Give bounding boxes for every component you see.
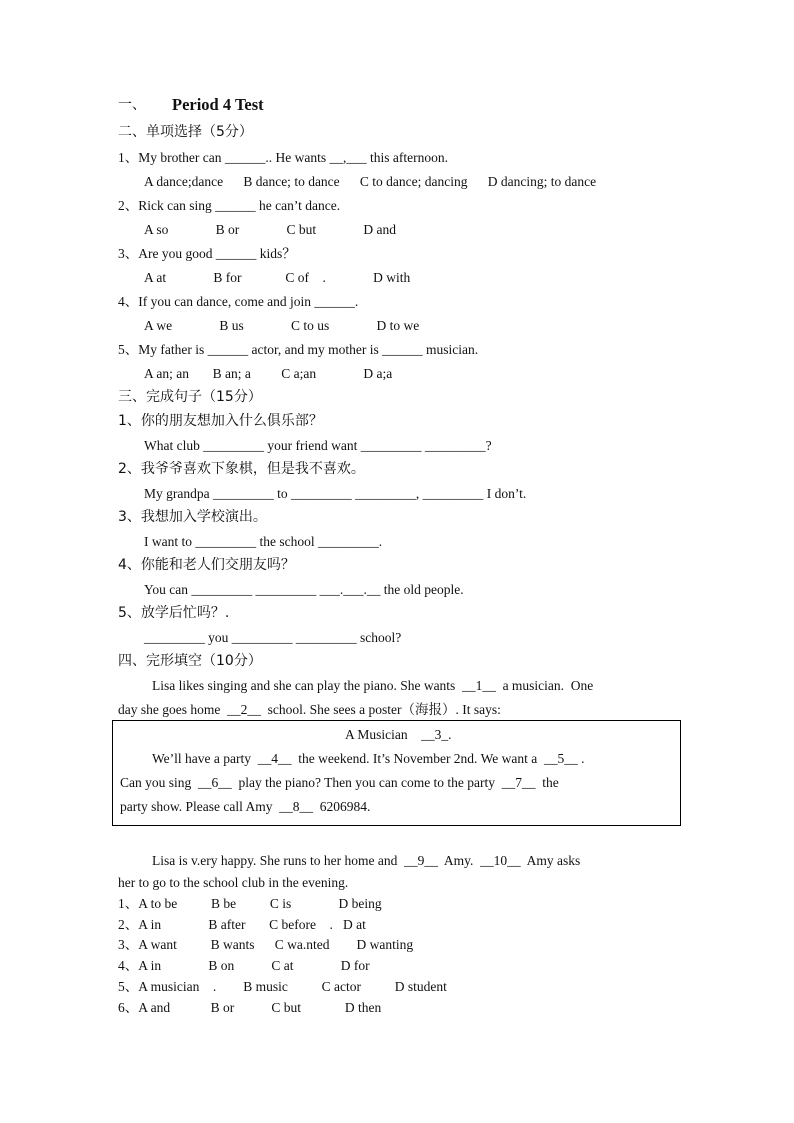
sentence-q1-chinese: 1、你的朋友想加入什么俱乐部？ xyxy=(118,413,323,429)
section-heading-sentences: 三、完成句子（15分） xyxy=(118,389,262,405)
poster-line-3: party show. Please call Amy __8__ 6206984. xyxy=(120,799,371,814)
title-number: 一、 xyxy=(118,97,146,113)
page-title: Period 4 Test xyxy=(172,95,264,114)
choice-q5: 5、My father is ______ actor, and my mother is ______ musician. xyxy=(118,342,479,357)
cloze-paragraph-line-3: Lisa is v.ery happy. She runs to her home and __9__ Amy. __10__ Amy asks xyxy=(152,853,581,868)
poster-title: A Musician __3_. xyxy=(345,727,452,742)
choice-q4: 4、If you can dance, come and join ______. xyxy=(118,294,359,309)
choice-q5-options: A an; an B an; a C a;an D a;a xyxy=(144,366,393,381)
section-heading-choice: 二、单项选择（5分） xyxy=(118,124,253,140)
poster-line-2: Can you sing __6__ play the piano? Then you can come to the party __7__ the xyxy=(120,775,559,790)
sentence-q1-english: What club _________ your friend want _________ _________? xyxy=(144,438,492,453)
cloze-option-5: 5、A musician . B music C actor D student xyxy=(118,979,447,994)
cloze-paragraph-line-2: day she goes home __2__ school. She sees a poster（海报）. It says: xyxy=(118,702,501,717)
choice-q3-options: A at B for C of . D with xyxy=(144,270,411,285)
cloze-option-2: 2、A in B after C before . D at xyxy=(118,917,366,932)
poster-line-1: We’ll have a party __4__ the weekend. It’s November 2nd. We want a __5__ . xyxy=(152,751,585,766)
cloze-paragraph-line-1: Lisa likes singing and she can play the piano. She wants __1__ a musician. One xyxy=(152,678,594,693)
sentence-q2-chinese: 2、我爷爷喜欢下象棋，但是我不喜欢。 xyxy=(118,461,365,477)
sentence-q4-chinese: 4、你能和老人们交朋友吗？ xyxy=(118,557,295,573)
choice-q3: 3、Are you good ______ kids？ xyxy=(118,246,296,261)
sentence-q5-chinese: 5、放学后忙吗？. xyxy=(118,605,230,621)
sentence-q2-english: My grandpa _________ to _________ _________, _________ I don’t. xyxy=(144,486,527,501)
sentence-q3-chinese: 3、我想加入学校演出。 xyxy=(118,509,267,525)
cloze-option-1: 1、A to be B be C is D being xyxy=(118,896,382,911)
sentence-q3-english: I want to _________ the school _________. xyxy=(144,534,383,549)
choice-q2: 2、Rick can sing ______ he can’t dance. xyxy=(118,198,341,213)
sentence-q5-english: _________ you _________ _________ school? xyxy=(144,630,402,645)
cloze-paragraph-line-4: her to go to the school club in the evening. xyxy=(118,875,349,890)
sentence-q4-english: You can _________ _________ ___.___.__ the old people. xyxy=(144,582,464,597)
cloze-option-3: 3、A want B wants C wa.nted D wanting xyxy=(118,937,414,952)
cloze-option-6: 6、A and B or C but D then xyxy=(118,1000,382,1015)
section-heading-cloze: 四、完形填空（10分） xyxy=(118,653,262,669)
choice-q4-options: A we B us C to us D to we xyxy=(144,318,420,333)
choice-q1-options: A dance;dance B dance; to dance C to dance; dancing D dancing; to dance xyxy=(144,174,597,189)
choice-q2-options: A so B or C but D and xyxy=(144,222,397,237)
choice-q1: 1、My brother can ______.. He wants __,___ this afternoon. xyxy=(118,150,448,165)
cloze-option-4: 4、A in B on C at D for xyxy=(118,958,370,973)
